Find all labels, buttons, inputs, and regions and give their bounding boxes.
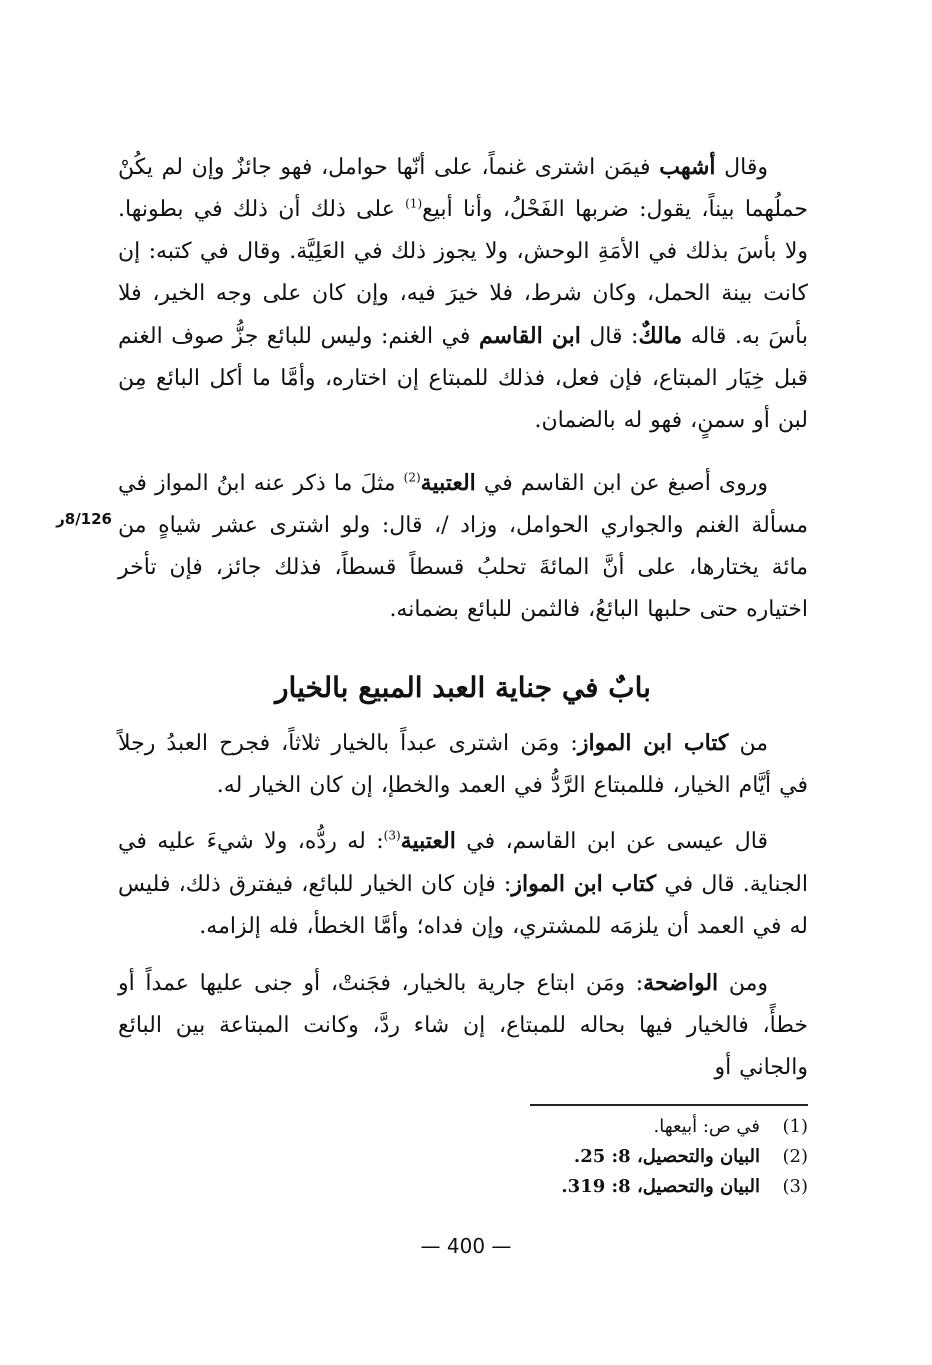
- text-run: وقال: [715, 155, 768, 180]
- bold-source: العتبية: [420, 470, 476, 496]
- footnote-ref-1[interactable]: (1): [405, 196, 423, 211]
- footnote-item: [118, 1112, 808, 1142]
- footnote-text: البيان والتحصيل، 8: 25.: [573, 1146, 760, 1167]
- text-run: وروى أصبغ عن ابن القاسم في: [475, 471, 768, 496]
- footnote-text: البيان والتحصيل، 8: 319.: [561, 1176, 760, 1197]
- paragraph-3: [118, 722, 808, 807]
- footnote-text: في ص: أبيعها.: [653, 1116, 760, 1137]
- footnote-item: [118, 1142, 808, 1172]
- bold-source: كتاب ابن المواز: [577, 730, 729, 756]
- page-number: — 400 —: [420, 1234, 512, 1258]
- text-run: : له ردُّه، ولا شيءَ عليه في الجناية. قال في: [118, 829, 808, 897]
- text-run: : فإن كان الخيار للبائع، فيفترق ذلك، فليس له في العمد أن يلزمَه للمشتري، وإن فداه؛ وأمَّا الخطأ، فله إلزامه.: [118, 872, 808, 939]
- paragraph-1: [118, 146, 808, 442]
- paragraph-5: [118, 962, 808, 1089]
- footnotes: [118, 1112, 808, 1202]
- footnote-number: (3): [782, 1176, 808, 1197]
- text-run: ومن: [718, 971, 768, 996]
- bold-name: ابن القاسم: [478, 323, 581, 349]
- text-run: : ومَن ابتاع جارية بالخيار، فجَنتْ، أو جنى عليها عمداً أو خطأً، فالخيار فيها بحاله للمبتاع، إن شاء ردَّ، وكانت المبتاعة بين البائع والجاني أو: [118, 971, 808, 1080]
- bold-source: كتاب ابن المواز: [511, 871, 657, 897]
- text-run: : قال: [580, 324, 639, 349]
- text-run: : ومَن اشترى عبداً بالخيار ثلاثاً، فجرح العبدُ رجلاً في أيَّام الخيار، فللمبتاع الرَّدُّ في العمد والخطإ، إن كان الخيار له.: [118, 731, 808, 798]
- footnote-number: (2): [782, 1146, 808, 1167]
- text-run: على ذلك أن ذلك في بطونها. ولا بأسَ بذلك في الأمَةِ الوحش، ولا يجوز ذلك في العَلِيَّة. وقال في كتبه: إن كانت بينة الحمل، وكان شرط، فلا خيرَ فيه، وإن كان على وجه الخير، فلا بأسَ به. قاله: [118, 197, 808, 349]
- bold-name: مالكٌ: [638, 323, 683, 349]
- footnote-ref-3[interactable]: (3): [383, 828, 401, 843]
- text-run: في الغنم: وليس للبائع جزُّ صوف الغنم قبل خِيَار المبتاع، فإن فعل، فذلك للمبتاع إن اختاره، وأمَّا ما أكل البائع مِن لبن أو سمنٍ، فهو له بالضمان.: [118, 324, 808, 433]
- text-run: قال عيسى عن ابن القاسم، في: [455, 829, 768, 854]
- footnote-ref-2[interactable]: (2): [403, 470, 421, 485]
- footnote-item: [118, 1172, 808, 1202]
- text-run: فيمَن اشترى غنماً، على أنّها حوامل، فهو جائزٌ وإن لم يكُنْ حملُهما بيناً، يقول: ضربها الفَحْلُ، وأنا أبيع: [118, 155, 808, 222]
- section-heading: بابٌ في جناية العبد المبيع بالخيار: [275, 671, 651, 704]
- text-run: مثلَ ما ذكر عنه ابنُ المواز في مسألة الغنم والجواري الحوامل، وزاد /، قال: ولو اشترى عشر شياهٍ من مائة يختارها، على أنَّ المائةَ تحلبُ قسطاً قسطاً، فذلك جائز، فإن تأخر اختياره حتى حلبها البائعُ، فالثمن للبائع بضمانه.: [118, 471, 808, 622]
- paragraph-4: [118, 820, 808, 948]
- bold-source: الواضحة: [643, 970, 719, 996]
- paragraph-2: [118, 462, 808, 631]
- text-run: من: [728, 731, 768, 756]
- footnote-number: (1): [782, 1116, 808, 1137]
- manuscript-folio-note: 8/126ر: [56, 510, 112, 528]
- bold-name: أشهب: [659, 154, 716, 180]
- bold-source: العتبية: [400, 828, 456, 854]
- footnote-divider: [530, 1104, 808, 1106]
